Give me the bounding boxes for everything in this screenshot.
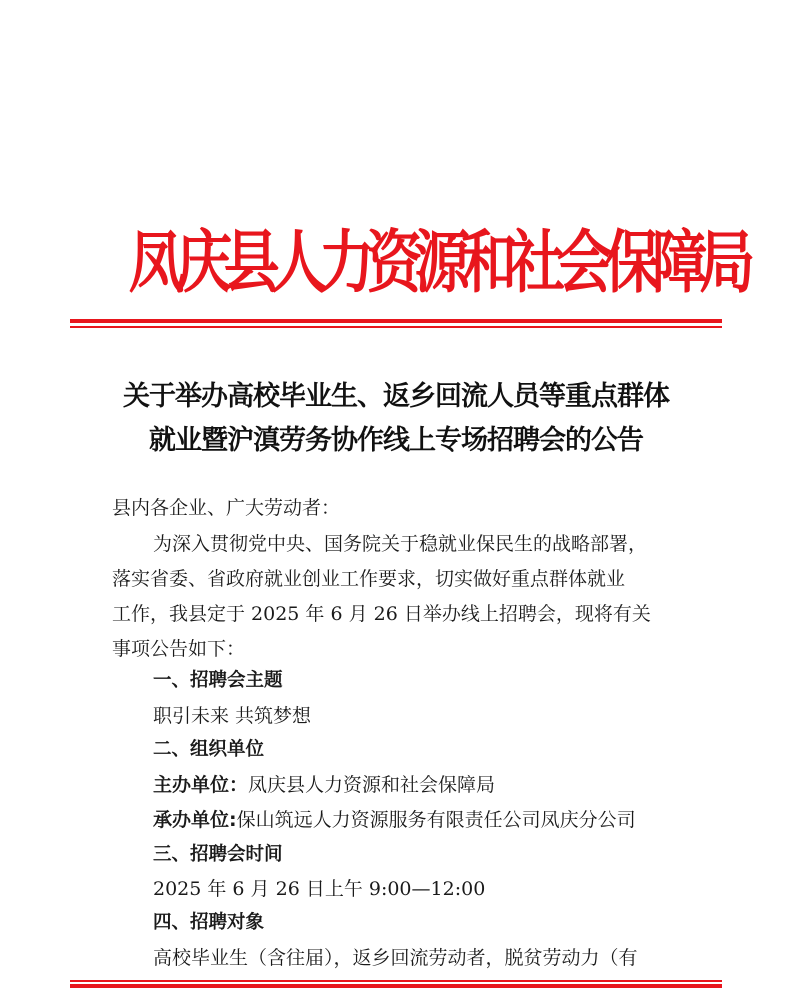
section-heading-theme: 一、招聘会主题 — [153, 670, 283, 691]
intro-paragraph-line-3: 工作，我县定于 2025 年 6 月 26 日举办线上招聘会，现将有关 — [112, 603, 651, 625]
host-unit-label: 主办单位： — [153, 774, 249, 796]
undertaker-unit-row — [153, 805, 636, 835]
document-title-line-1: 关于举办高校毕业生、返乡回流人员等重点群体 — [123, 381, 669, 412]
header-red-rule-thick — [70, 319, 722, 323]
salutation: 县内各企业、广大劳动者： — [112, 497, 341, 519]
intro-paragraph-line-2: 落实省委、省政府就业创业工作要求，切实做好重点群体就业 — [112, 568, 626, 590]
intro-paragraph-line-4: 事项公告如下： — [112, 638, 246, 660]
document-title-line-2: 就业暨沪滇劳务协作线上专场招聘会的公告 — [149, 425, 643, 456]
footer-red-rule-thick — [70, 984, 722, 988]
footer-red-rule-thin — [70, 980, 722, 982]
theme-text: 职引未来 共筑梦想 — [153, 705, 312, 727]
targets-text: 高校毕业生（含往届），返乡回流劳动者，脱贫劳动力（有 — [153, 947, 638, 969]
intro-paragraph-line-1: 为深入贯彻党中央、国务院关于稳就业保民生的战略部署， — [153, 533, 648, 555]
section-heading-targets: 四、招聘对象 — [153, 912, 265, 933]
section-heading-time: 三、招聘会时间 — [153, 844, 283, 865]
fair-time-text: 2025 年 6 月 26 日上午 9:00—12:00 — [153, 878, 486, 900]
undertaker-unit-value: 保山筑远人力资源服务有限责任公司凤庆分公司 — [236, 809, 636, 831]
issuing-authority-header: 凤庆县人力资源和社会保障局 — [128, 224, 747, 303]
undertaker-unit-label: 承办单位: — [153, 809, 237, 831]
header-red-rule-thin — [70, 326, 722, 328]
host-unit-value: 凤庆县人力资源和社会保障局 — [248, 774, 496, 796]
section-heading-organizers: 二、组织单位 — [153, 739, 265, 760]
host-unit-row — [153, 770, 495, 800]
